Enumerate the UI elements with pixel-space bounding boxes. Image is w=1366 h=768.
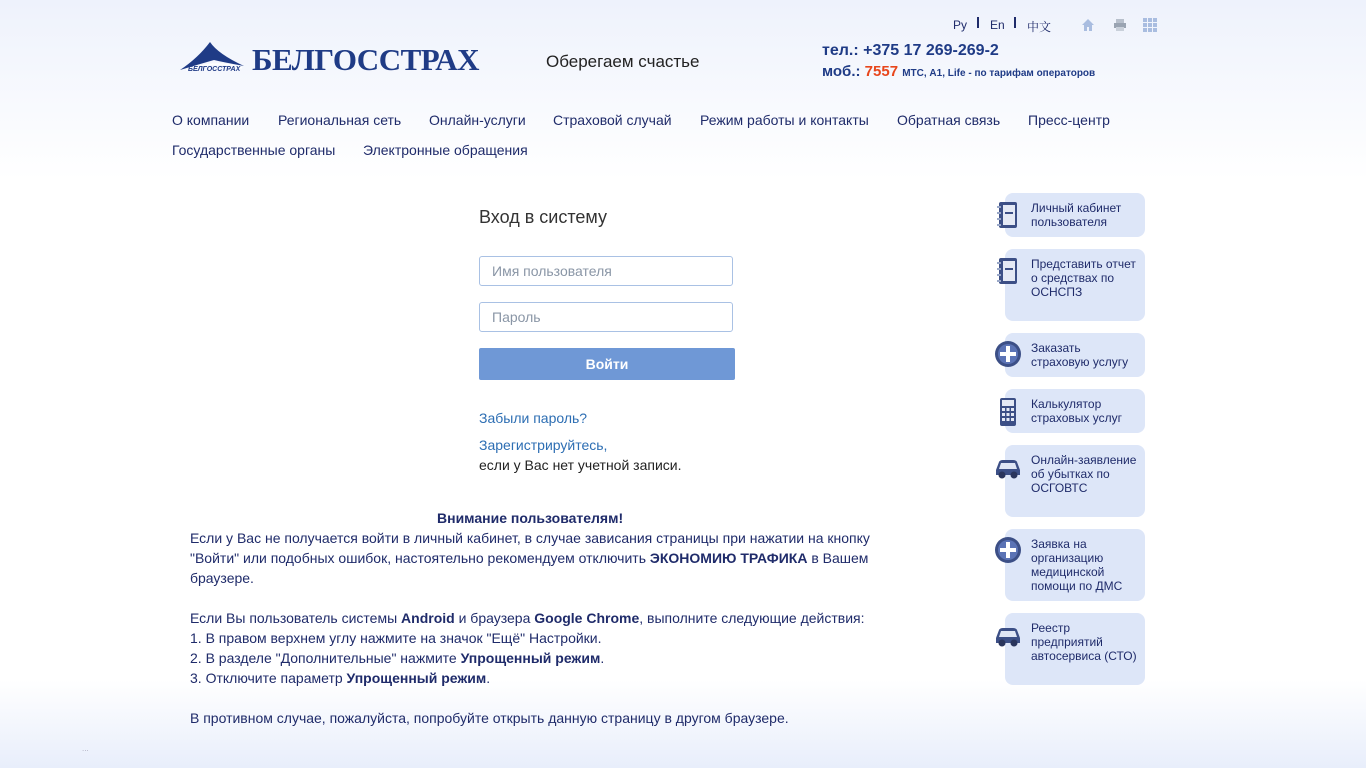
nav-item-government[interactable]: Государственные органы <box>172 142 336 158</box>
username-input[interactable] <box>479 256 733 286</box>
lang-zh[interactable]: 中文 <box>1027 20 1052 34</box>
tile-label: Заказать страховую услугу <box>1031 341 1129 369</box>
tile-label: Представить отчет о средствах по ОСНСПЗ <box>1031 257 1136 299</box>
notice-step-3: 3. Отключите параметр Упрощенный режим. <box>190 670 491 686</box>
tile-sto-registry[interactable] <box>1005 613 1145 685</box>
notice-paragraph-1: Если у Вас не получается войти в личный кабинет, в случае зависания страницы при нажатии на кнопку "Войти" или подобных ошибок, настоятельно рекомендуем отключить ЭКОНОМИЮ ТРАФИКА в Вашем браузере. <box>190 530 870 586</box>
tile-online-claim[interactable] <box>1005 445 1145 517</box>
nav-item-online[interactable]: Онлайн-услуги <box>429 112 526 128</box>
footer-dots: ... <box>82 744 89 753</box>
lang-separator <box>977 17 979 28</box>
notebook-icon <box>993 256 1023 286</box>
nav-item-claim[interactable]: Страховой случай <box>553 112 672 128</box>
phone-label: тел.: <box>822 42 859 59</box>
phone-line <box>822 42 999 60</box>
mobile-line <box>822 63 1095 80</box>
nav-item-contacts[interactable]: Режим работы и контакты <box>700 112 869 128</box>
phone-number[interactable]: +375 17 269-269-2 <box>863 42 999 59</box>
tile-order-service[interactable] <box>1005 333 1145 377</box>
nav-item-about[interactable]: О компании <box>172 112 250 128</box>
register-note: если у Вас нет учетной записи. <box>479 457 682 473</box>
notebook-icon <box>993 200 1023 230</box>
tile-label: Калькулятор страховых услуг <box>1031 397 1122 425</box>
tile-label: Личный кабинет пользователя <box>1031 201 1122 229</box>
lang-separator <box>1014 17 1016 28</box>
nav-item-press[interactable]: Пресс-центр <box>1028 112 1110 128</box>
mobile-note: МТС, А1, Life - по тарифам операторов <box>902 68 1096 79</box>
nav-item-appeals[interactable]: Электронные обращения <box>363 142 528 158</box>
notice-step-1: 1. В правом верхнем углу нажмите на значок "Ещё" Настройки. <box>190 630 602 646</box>
login-button[interactable]: Войти <box>479 348 735 380</box>
password-input[interactable] <box>479 302 733 332</box>
nav-item-feedback[interactable]: Обратная связь <box>897 112 1001 128</box>
nav-item-regional[interactable]: Региональная сеть <box>278 112 402 128</box>
lang-ru[interactable]: Ру <box>953 18 968 32</box>
tile-personal-cabinet[interactable] <box>1005 193 1145 237</box>
mobile-label: моб.: <box>822 63 861 80</box>
mobile-number[interactable]: 7557 <box>864 63 899 80</box>
sitemap-icon[interactable] <box>1143 18 1157 32</box>
login-title: Вход в систему <box>479 207 607 227</box>
car-icon <box>993 620 1023 650</box>
car-icon <box>993 452 1023 482</box>
notice-paragraph-3: В противном случае, пожалуйста, попробуйте открыть данную страницу в другом браузере. <box>190 710 789 726</box>
plus-icon <box>993 535 1023 565</box>
tile-medical-dms[interactable] <box>1005 529 1145 601</box>
notice-paragraph-2: Если Вы пользователь системы Android и браузера Google Chrome, выполните следующие действия: <box>190 610 865 626</box>
register-link[interactable]: Зарегистрируйтесь, <box>479 437 608 453</box>
plus-icon <box>993 339 1023 369</box>
tile-report-osnspz[interactable] <box>1005 249 1145 321</box>
logo-text[interactable]: БЕЛГОССТРАХ <box>252 42 479 77</box>
forgot-password-link[interactable]: Забыли пароль? <box>479 410 588 426</box>
tile-calculator[interactable] <box>1005 389 1145 433</box>
lang-en[interactable]: En <box>990 18 1005 32</box>
notice-step-2: 2. В разделе "Дополнительные" нажмите Упрощенный режим. <box>190 650 605 666</box>
tile-label: Заявка на организацию медицинской помощи по ДМС <box>1031 537 1123 593</box>
tile-label: Реестр предприятий автосервиса (СТО) <box>1031 621 1137 663</box>
logo-subtext: БЕЛГОССТРАХ <box>188 66 241 73</box>
notice-title: Внимание пользователям! <box>437 510 624 526</box>
slogan: Оберегаем счастье <box>546 52 700 71</box>
tile-label: Онлайн-заявление об убытках по ОСГОВТС <box>1031 453 1137 495</box>
calculator-icon <box>993 397 1023 427</box>
home-icon[interactable] <box>1081 18 1095 32</box>
print-icon[interactable] <box>1113 18 1127 32</box>
